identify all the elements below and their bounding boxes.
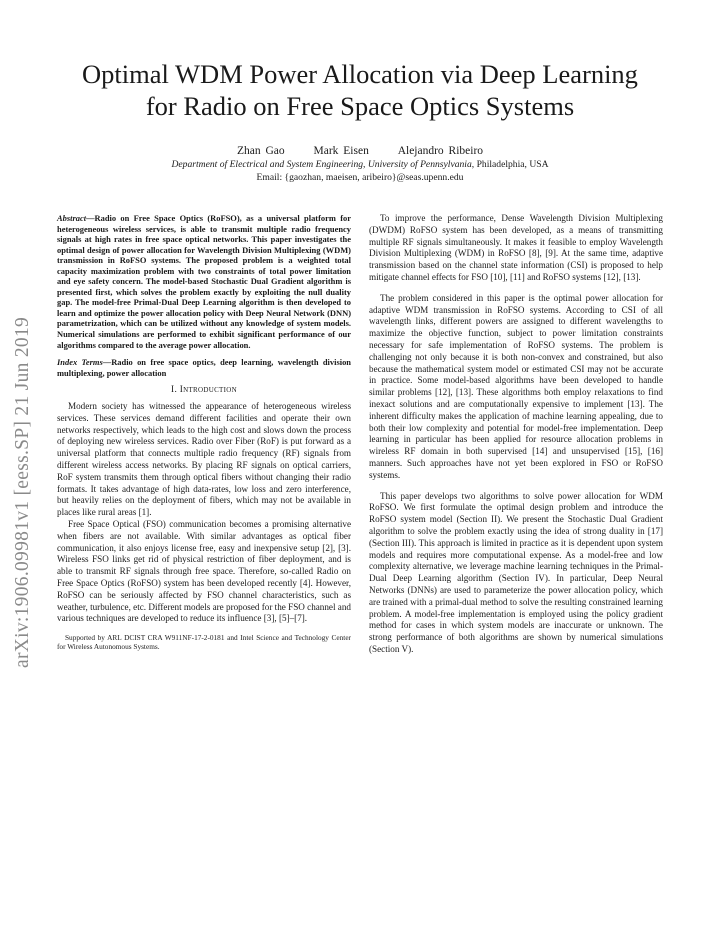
section-number: I. (171, 385, 180, 396)
section-title: Introduction (179, 385, 237, 396)
author-name: Mark Eisen (313, 145, 369, 157)
body-paragraph: Free Space Optical (FSO) communication becomes a promising alternative when fibers are not available. With similar advantages as optical fiber communication, it also enjoys license free, easy and inexpensive setup [2], [3]. Wireless FSO links get rid of physical restriction of fiber deployment, and is able to transmit RF signals through free space. Therefore, so-called Radio on Free Space Optics (RoFSO) system has been developed recently [4]. However, RoFSO can be seriously affected by FSO channel characteristics, such as weather, turbulence, etc. Different models are proposed for the FSO channel and various techniques are developed to reduce its influence [3], [5]–[7]. (57, 518, 351, 624)
abstract-text: —Radio on Free Space Optics (RoFSO), as a universal platform for heterogeneous wireless services, is able to transmit multiple radio frequency signals at high rates in free space optical networks. This paper investigates the optimal design of power allocation for Wavelength Division Multiplexing (WDM) transmission in RoFSO systems. The proposed problem is a weighted total capacity maximization problem with two constraints of total power limitation and eye safety concern. The model-based Stochastic Dual Gradient algorithm is presented first, which solves the problem exactly by exploiting the null duality gap. The model-free Primal-Dual Deep Learning algorithm is then developed to learn and optimize the power allocation policy with Deep Neural Network (DNN) parametrization, which can be utilized without any knowledge of system models. Numerical simulations are performed to exhibit significant performance of our algorithms compared to the average power allocation. (57, 213, 351, 350)
affiliation-department: Department of Electrical and System Engineering, University of Pennsylvania (171, 159, 472, 170)
affiliation (60, 159, 660, 170)
abstract-label: Abstract (57, 213, 87, 223)
arxiv-stamp: arXiv:1906.09981v1 [eess.SP] 21 Jun 2019 (12, 316, 33, 668)
body-paragraph: Modern society has witnessed the appearance of heterogeneous wireless services. These services demand different facilities and operate their own networks respectively, which leads to the high cost and slows down the process of deploying new wireless services. Radio over Fiber (RoF) is put forward as a universal platform that connects multiple radio frequency (RF) signals from different wireless access networks. By placing RF signals on optical carriers, RoF system transmits them through optical fibers without changing their radio formats. It takes advantage of high data-rates, low loss and zero interference, but heavily relies on the deployment of fibers, which may not be available in places like rural areas [1]. (57, 401, 351, 518)
author-list (60, 145, 660, 157)
footnote: Supported by ARL DCIST CRA W911NF-17-2-0181 and Intel Science and Technology Center for Wireless Autonomous Systems. (57, 633, 351, 652)
abstract (57, 213, 351, 350)
body-paragraph: To improve the performance, Dense Wavelength Division Multiplexing (DWDM) RoFSO system has been developed, as a means of transmitting multiple RF signals simultaneously. It makes it feasible to employ Wavelength Division Multiplexing (WDM) in RoFSO [8], [9]. At the same time, adaptive transmission based on the channel state information (CSI) is proposed to help mitigate channel effects for FSO [10], [11] and RoFSO systems [12], [13]. (369, 213, 663, 282)
body-paragraph: This paper develops two algorithms to solve power allocation for WDM RoFSO. We first formulate the optimal design problem and introduce the RoFSO system model (Section II). We present the Stochastic Dual Gradient algorithm to solve the problem exactly using the idea of strong duality in [17] (Section III). This approach is limited in practice as it is dependent upon system models and requires more computational expense. As a model-free and low complexity alternative, we leverage machine learning techniques in the Primal-Dual Deep Learning algorithm (Section IV). In particular, Deep Neural Networks (DNNs) are used to parameterize the power allocation policy, which are trained with a primal-dual method to solve the resulting constrained learning problem. A model-free implementation is employed using the policy gradient method for cases in which system models are inaccurate or unknown. The strong performance of both algorithms are shown by numerical simulations (Section V). (369, 490, 663, 654)
body-paragraph: The problem considered in this paper is the optimal power allocation for adaptive WDM transmission in RoFSO systems. According to CSI of all wavelength links, different powers are assigned to different wavelengths to maximize the objective function, subject to power limitation constraints necessary for safe implementation of RoFSO systems. The problem is challenging not only because it is both non-convex and constrained, but also because the mathematical system model or estimated CSI may not be accurate in practice. Some model-based algorithms have been developed to handle similar problems [12], [13]. These algorithms both employ relaxations to find inexact solutions and are computationally expensive to implement [13]. The inherent difficulty makes the application of machine learning appealing, due to both their low complexity and potential for model-free implementation. Deep learning in particular has been applied for resource allocation problems in wireless RF domain in both supervised [14] and unsupervised [15], [16] manners. Such approaches have not yet been explored in FSO or RoFSO systems. (369, 292, 663, 480)
index-terms-text: —Radio on free space optics, deep learning, wavelength division multiplexing, power allocation (57, 357, 351, 378)
author-name: Zhan Gao (236, 145, 285, 157)
paper-title (60, 58, 660, 122)
left-column (57, 213, 351, 651)
section-heading (57, 385, 351, 397)
author-emails: Email: {gaozhan, maeisen, aribeiro}@seas.upenn.edu (256, 172, 464, 183)
title-line-2: for Radio on Free Space Optics Systems (145, 91, 575, 121)
affiliation-city: , Philadelphia, USA (471, 159, 549, 170)
title-line-1: Optimal WDM Power Allocation via Deep Learning (82, 59, 638, 89)
index-terms-label: Index Terms (57, 357, 103, 368)
right-column (369, 213, 663, 656)
author-name: Alejandro Ribeiro (397, 145, 484, 157)
index-terms (57, 357, 351, 378)
